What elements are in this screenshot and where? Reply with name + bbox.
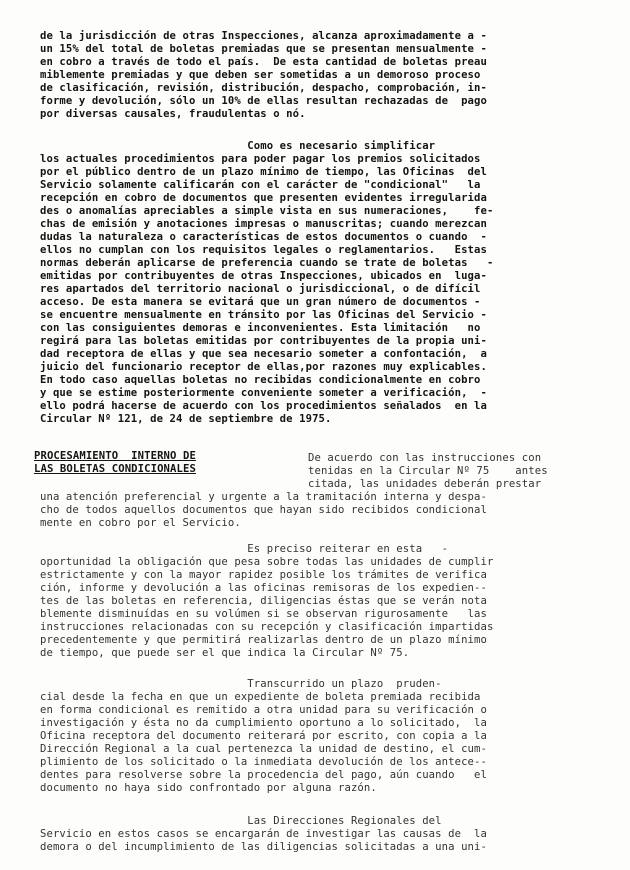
text-line: res apartados del territorio nacional o jurisdiccional, o de difícil [40,283,481,295]
text-line: Servicio solamente calificarán con el carácter de "condicional" la [40,179,481,191]
text-line: citada, las unidades deberán prestar [308,478,542,490]
text-line: mente en cobro por el Servicio. [40,517,241,529]
text-line: regirá para las boletas emitidas por contribuyentes de la propia uni- [40,335,487,347]
text-line: acceso. De esta manera se evitará que un gran número de documentos - [40,296,481,308]
text-line: normas deberán aplicarse de preferencia cuando se trate de boletas - [40,257,494,269]
text-line: miblemente premiadas y que deben ser sometidas a un demoroso proceso [40,69,481,81]
text-line: Servicio en estos casos se encargarán de investigar las causas de la [40,828,487,840]
text-line: en cobro a través de todo el país. De esta cantidad de boletas preau [40,56,487,68]
text-line: los actuales procedimientos para poder pagar los premios solicitados [40,153,481,165]
text-line: Es preciso reiterar en esta - [40,543,449,555]
text-line: Las Direcciones Regionales del [40,815,442,827]
text-line: chas de emisión y anotaciones impresas o manuscritas; cuando merezcan [40,218,487,230]
text-line: ello podrá hacerse de acuerdo con los procedimientos señalados en la [40,400,487,412]
text-line: tenidas en la Circular Nº 75 antes [308,465,548,477]
text-line: plimiento de los solicitado o la inmediata devolución de los antece-- [40,756,487,768]
text-line: un 15% del total de boletas premiadas que se presentan mensualmente - [40,43,487,55]
text-line: se encuentre mensualmente en tránsito por las Oficinas del Servicio - [40,309,487,321]
text-line: ción, informe y devolución a las oficinas remisoras de los expedien-- [40,582,487,594]
text-line: estrictamente y con la mayor rapidez posible los trámites de verifica [40,569,487,581]
text-line: dudas la naturaleza o características de estos documentos o cuando - [40,231,487,243]
text-line: dentes para resolverse sobre la procedencia del pago, aún cuando el [40,769,487,781]
text-line: des o anomalías apreciables a simple vista en sus numeraciones, fe- [40,205,494,217]
text-line: instrucciones relacionadas con su recepción y clasificación impartidas [40,621,494,633]
text-line: cial desde la fecha en que un expediente de boleta premiada recibida [40,691,481,703]
text-line: y que se estime posteriormente conveniente someter a verificación, - [40,387,487,399]
text-line: blemente disminuídas en su volúmen si se observan rigurosamente las [40,608,487,620]
text-line: en forma condicional es remitido a otra unidad para su verificación o [40,704,487,716]
text-line: de tiempo, que puede ser el que indica la Circular Nº 75. [40,647,410,659]
text-line: documento no haya sido confrontado por alguna razón. [40,782,377,794]
text-line: ellos no cumplan con los requisitos legales o reglamentarios. Estas [40,244,487,256]
text-line: Circular Nº 121, de 24 de septiembre de 1975. [40,413,332,425]
text-line: por diversas causales, fraudulentas o nó. [40,108,306,120]
text-line: juicio del funcionario receptor de ellas,por razones muy explicables. [40,361,487,373]
text-line: Dirección Regional a la cual pertenezca la unidad de destino, el cum- [40,743,487,755]
text-line: Oficina receptora del documento reiterará por escrito, con copia a la [40,730,487,742]
text-line: con las consiguientes demoras e inconvenientes. Esta limitación no [40,322,481,334]
text-line: Transcurrido un plazo pruden- [40,678,442,690]
text-line: recepción en cobro de documentos que presenten evidentes irregularida [40,192,487,204]
text-line: oportunidad la obligación que pesa sobre todas las unidades de cumplir [40,556,494,568]
text-line: por el público dentro de un plazo mínimo de tiempo, las Oficinas del [40,166,487,178]
text-line: demora o del incumplimiento de las diligencias solicitadas a una uni- [40,841,487,853]
text-line: de la jurisdicción de otras Inspecciones, alcanza aproximadamente a - [40,30,487,42]
section-heading-line-2: LAS BOLETAS CONDICIONALES [34,463,196,475]
text-line: emitidas por contribuyentes de otras Inspecciones, ubicados en luga- [40,270,487,282]
section-heading-line-1: PROCESAMIENTO INTERNO DE [34,450,196,462]
text-line: Como es necesario simplificar [40,140,436,152]
text-line: precedentemente y que permitirá realizarlas dentro de un plazo mínimo [40,634,487,646]
text-line: dad receptora de ellas y que sea necesario someter a confontación, a [40,348,487,360]
text-line: forme y devolución, sólo un 10% de ellas resultan rechazadas de pago [40,95,487,107]
text-line: de clasificación, revisión, distribución, despacho, comprobación, in- [40,82,487,94]
text-line: una atención preferencial y urgente a la tramitación interna y despa- [40,491,487,503]
text-line: tes de las boletas en referencia, diligencias éstas que se verán nota [40,595,487,607]
text-line: En todo caso aquellas boletas no recibidas condicionalmente en cobro [40,374,481,386]
text-line: investigación y ésta no da cumplimiento oportuno a lo solicitado, la [40,717,487,729]
text-line: cho de todos aquellos documentos que hayan sido recibidos condicional [40,504,487,516]
text-line: De acuerdo con las instrucciones con [308,452,542,464]
